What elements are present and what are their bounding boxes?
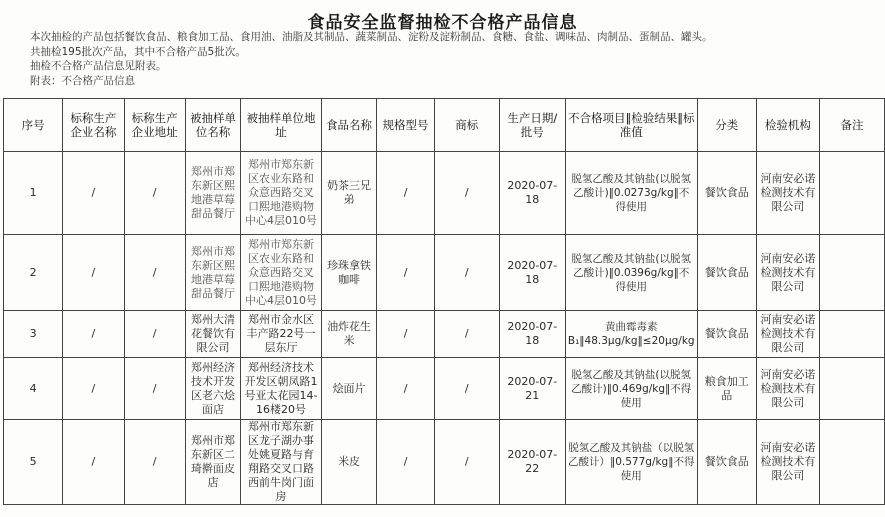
cell-lab: 河南安必诺检测技术有限公司 bbox=[756, 152, 819, 235]
cell-date: 2020-07-18 bbox=[499, 152, 565, 235]
cell-date: 2020-07-21 bbox=[499, 358, 565, 420]
cell-sampled-unit-address: 郑州经济技术开发区朝凤路1号亚太花园14-16楼20号 bbox=[241, 358, 322, 420]
cell-remark bbox=[819, 420, 884, 505]
cell-sampled-unit: 郑州市郑东新区二琦擀面皮店 bbox=[185, 420, 241, 505]
table-header-row bbox=[4, 99, 885, 152]
cell-sampled-unit: 郑州市郑东新区熙地港草莓甜品餐厅 bbox=[185, 152, 241, 235]
cell-manufacturer-address: / bbox=[124, 235, 185, 311]
header-remark: 备注 bbox=[819, 99, 884, 152]
cell-category: 餐饮食品 bbox=[697, 420, 756, 505]
cell-brand: / bbox=[434, 152, 499, 235]
header-lab: 检验机构 bbox=[756, 99, 819, 152]
cell-failed-item: 脱氢乙酸及其钠盐（以脱氢乙酸计）‖0.577g/kg‖不得使用 bbox=[565, 420, 697, 505]
cell-spec: / bbox=[377, 235, 434, 311]
page-title: 食品安全监督抽检不合格产品信息 bbox=[307, 13, 578, 33]
cell-food-name: 珍珠拿铁咖啡 bbox=[321, 235, 377, 311]
header-food-name: 食品名称 bbox=[321, 99, 377, 152]
cell-manufacturer-address: / bbox=[124, 311, 185, 358]
table-row bbox=[4, 358, 885, 420]
cell-lab: 河南安必诺检测技术有限公司 bbox=[756, 420, 819, 505]
table-row bbox=[4, 311, 885, 358]
table-row bbox=[4, 420, 885, 505]
cell-manufacturer: / bbox=[63, 358, 124, 420]
table-row bbox=[4, 235, 885, 311]
note-see-attachment: 抽检不合格产品信息见附表。 bbox=[30, 60, 167, 72]
cell-remark bbox=[819, 311, 884, 358]
cell-lab: 河南安必诺检测技术有限公司 bbox=[756, 358, 819, 420]
cell-food-name: 米皮 bbox=[321, 420, 377, 505]
cell-no: 1 bbox=[4, 152, 63, 235]
cell-sampled-unit-address: 郑州市郑东新区农业东路和众意西路交叉口熙地港购物中心4层010号 bbox=[241, 152, 322, 235]
cell-brand: / bbox=[434, 358, 499, 420]
cell-failed-item: 黄曲霉毒素B₁‖48.3μg/kg‖≤20μg/kg bbox=[565, 311, 697, 358]
cell-sampled-unit-address: 郑州市郑东新区龙子湖办事处姚夏路与育翔路交叉口路西前牛岗门面房 bbox=[241, 420, 322, 505]
cell-lab: 河南安必诺检测技术有限公司 bbox=[756, 235, 819, 311]
header-manufacturer: 标称生产企业名称 bbox=[63, 99, 124, 152]
cell-spec: / bbox=[377, 420, 434, 505]
cell-manufacturer-address: / bbox=[124, 420, 185, 505]
cell-failed-item: 脱氢乙酸及其钠盐(以脱氢乙酸计)‖0.0396g/kg‖不得使用 bbox=[565, 235, 697, 311]
cell-remark bbox=[819, 358, 884, 420]
cell-remark bbox=[819, 152, 884, 235]
cell-category: 餐饮食品 bbox=[697, 235, 756, 311]
note-count: 共抽检195批次产品，其中不合格产品5批次。 bbox=[30, 45, 246, 58]
cell-no: 3 bbox=[4, 311, 63, 358]
cell-date: 2020-07-18 bbox=[499, 235, 565, 311]
cell-sampled-unit-address: 郑州市郑东新区农业东路和众意西路交叉口熙地港购物中心4层010号 bbox=[241, 235, 322, 311]
header-date: 生产日期/批号 bbox=[499, 99, 565, 152]
cell-failed-item: 脱氢乙酸及其钠盐(以脱氢乙酸计)‖0.469g/kg‖不得使用 bbox=[565, 358, 697, 420]
cell-food-name: 奶茶三兄弟 bbox=[321, 152, 377, 235]
cell-failed-item: 脱氢乙酸及其钠盐(以脱氢乙酸计)‖0.0273g/kg‖不得使用 bbox=[565, 152, 697, 235]
header-failed-item: 不合格项目‖检验结果‖标准值 bbox=[565, 99, 697, 152]
cell-remark bbox=[819, 235, 884, 311]
cell-no: 4 bbox=[4, 358, 63, 420]
note-attachment-title: 附表：不合格产品信息 bbox=[30, 74, 135, 87]
unqualified-products-table bbox=[3, 98, 885, 505]
cell-food-name: 油炸花生米 bbox=[321, 311, 377, 358]
cell-brand: / bbox=[434, 311, 499, 358]
cell-manufacturer: / bbox=[63, 152, 124, 235]
cell-manufacturer-address: / bbox=[124, 358, 185, 420]
cell-spec: / bbox=[377, 152, 434, 235]
table-row bbox=[4, 152, 885, 235]
header-sampled-unit-address: 被抽样单位地址 bbox=[241, 99, 322, 152]
cell-manufacturer-address: / bbox=[124, 152, 185, 235]
cell-spec: / bbox=[377, 358, 434, 420]
cell-date: 2020-07-22 bbox=[499, 420, 565, 505]
cell-no: 2 bbox=[4, 235, 63, 311]
cell-sampled-unit-address: 郑州市金水区丰产路22号一层东厅 bbox=[241, 311, 322, 358]
cell-lab: 河南安必诺检测技术有限公司 bbox=[756, 311, 819, 358]
cell-brand: / bbox=[434, 420, 499, 505]
notes bbox=[30, 30, 880, 88]
cell-no: 5 bbox=[4, 420, 63, 505]
cell-spec: / bbox=[377, 311, 434, 358]
cell-sampled-unit: 郑州经济技术开发区老六烩面店 bbox=[185, 358, 241, 420]
cell-date: 2020-07-18 bbox=[499, 311, 565, 358]
cell-category: 餐饮食品 bbox=[697, 311, 756, 358]
cell-manufacturer: / bbox=[63, 311, 124, 358]
cell-sampled-unit: 郑州大清花餐饮有限公司 bbox=[185, 311, 241, 358]
cell-brand: / bbox=[434, 235, 499, 311]
cell-manufacturer: / bbox=[63, 420, 124, 505]
header-manufacturer-address: 标称生产企业地址 bbox=[124, 99, 185, 152]
cell-sampled-unit: 郑州市郑东新区熙地港草莓甜品餐厅 bbox=[185, 235, 241, 311]
cell-food-name: 烩面片 bbox=[321, 358, 377, 420]
note-scope: 本次抽检的产品包括餐饮食品、粮食加工品、食用油、油脂及其制品、蔬菜制品、淀粉及淀粉制品、食糖、食盐、调味品、肉制品、蛋制品、罐头。 bbox=[30, 31, 713, 43]
cell-manufacturer: / bbox=[63, 235, 124, 311]
header-spec: 规格型号 bbox=[377, 99, 434, 152]
cell-category: 粮食加工品 bbox=[697, 358, 756, 420]
header-category: 分类 bbox=[697, 99, 756, 152]
header-sampled-unit: 被抽样单位名称 bbox=[185, 99, 241, 152]
header-brand: 商标 bbox=[434, 99, 499, 152]
header-no: 序号 bbox=[4, 99, 63, 152]
cell-category: 餐饮食品 bbox=[697, 152, 756, 235]
